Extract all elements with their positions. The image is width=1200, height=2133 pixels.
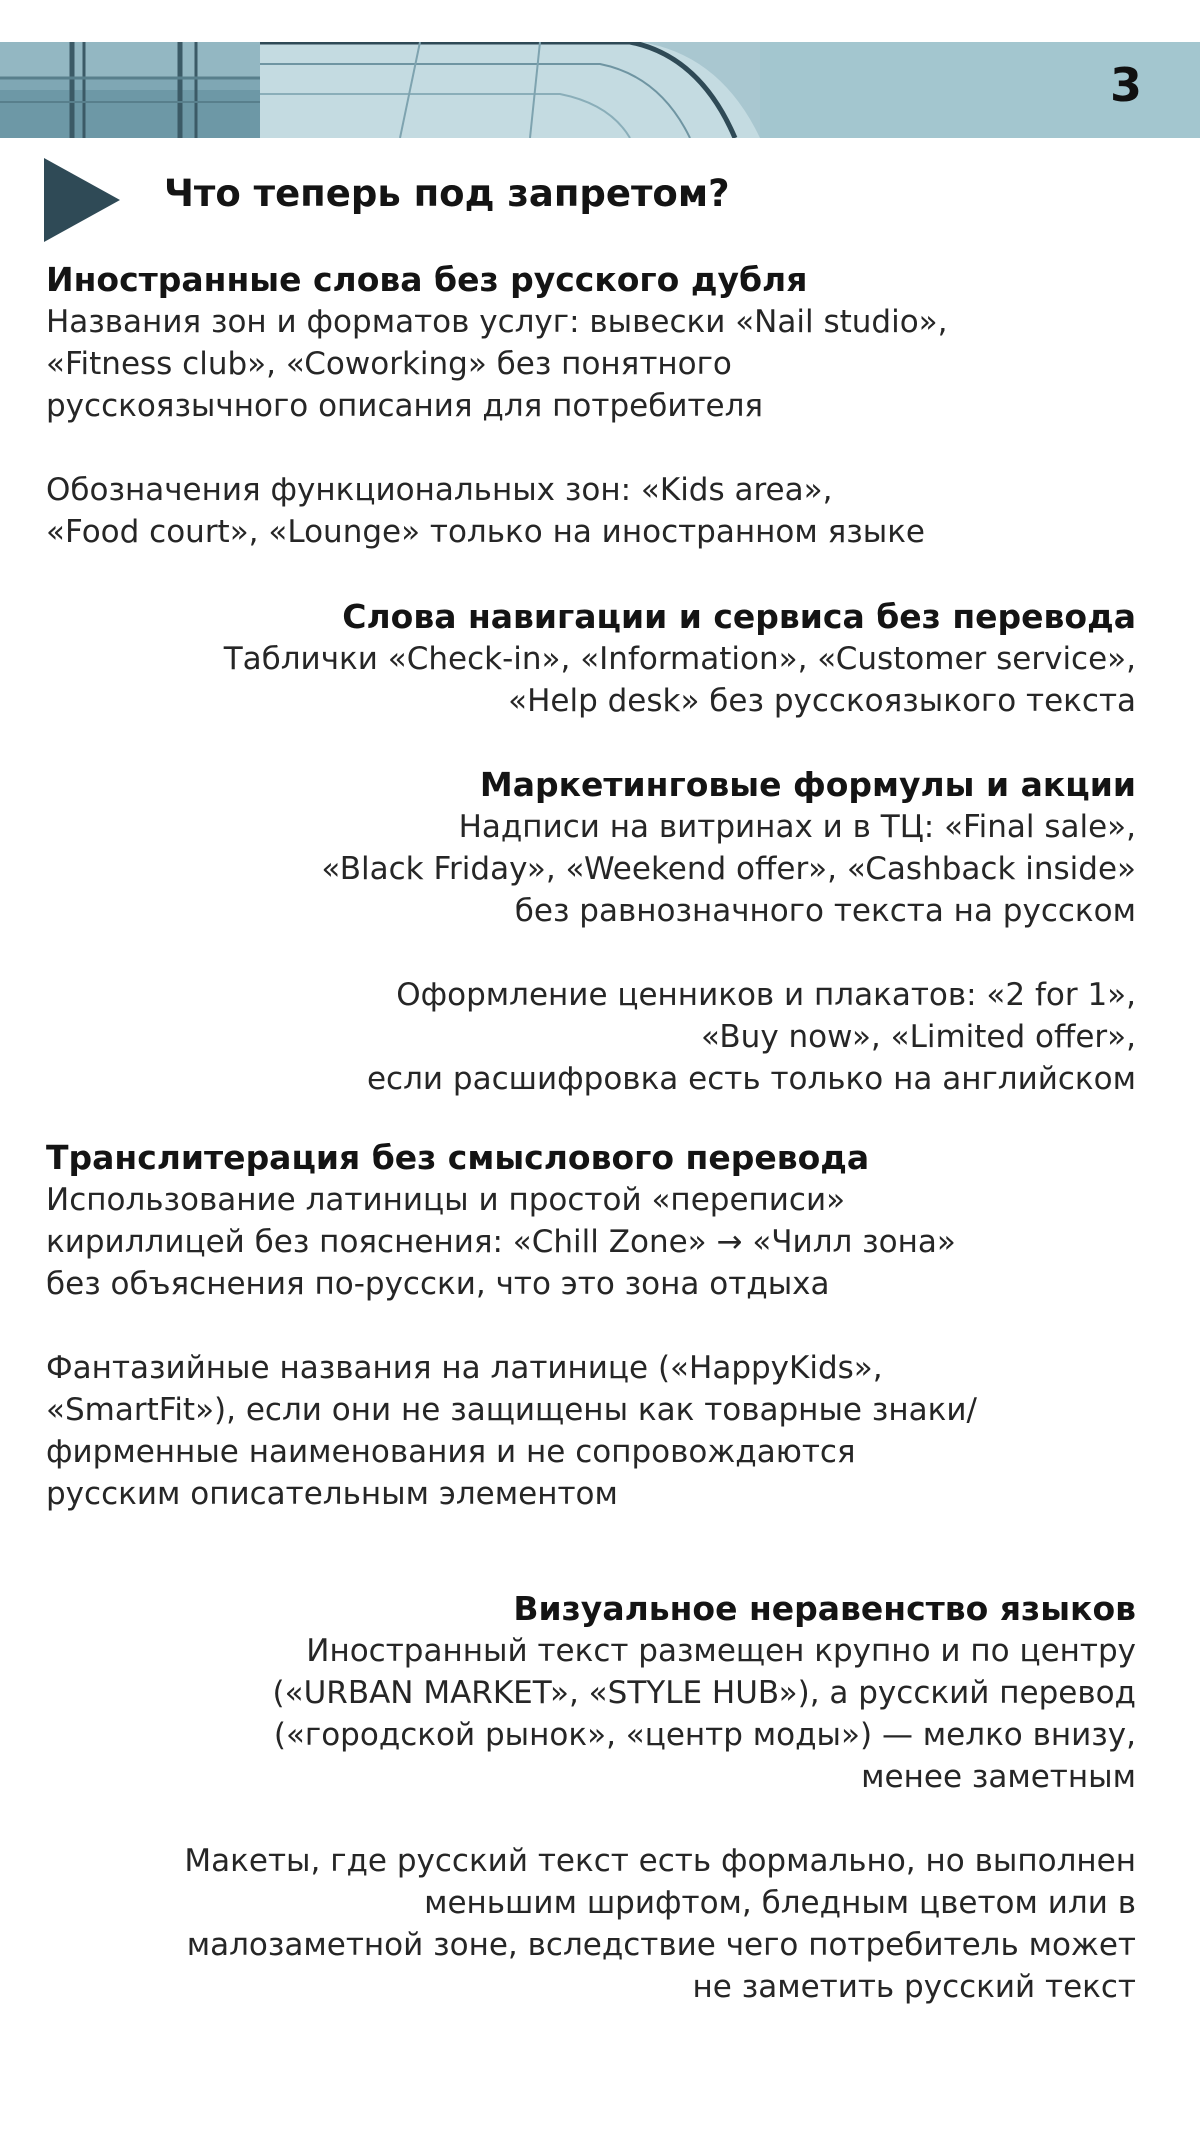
building-photo bbox=[0, 42, 1200, 138]
text-line: «Black Friday», «Weekend offer», «Cashback inside» bbox=[321, 851, 1136, 887]
text-line: «Food court», «Lounge» только на иностранном языке bbox=[46, 514, 925, 550]
text-line: если расшифровка есть только на английском bbox=[366, 1061, 1136, 1097]
title-row bbox=[44, 158, 1144, 242]
text-line: малозаметной зоне, вследствие чего потребитель может bbox=[186, 1927, 1136, 1963]
page-number: 3 bbox=[1109, 58, 1142, 112]
paragraph bbox=[46, 806, 1136, 932]
section-navigation-words bbox=[46, 596, 1136, 722]
section-heading: Иностранные слова без русского дубля bbox=[46, 260, 808, 299]
page-title: Что теперь под запретом? bbox=[164, 172, 730, 215]
text-line: Использование латиницы и простой «переписи» bbox=[46, 1182, 846, 1218]
text-line: («URBAN MARKET», «STYLE HUB»), а русский перевод bbox=[272, 1675, 1136, 1711]
header-banner-photo bbox=[0, 42, 1200, 138]
text-line: («городской рынок», «центр моды») — мелко внизу, bbox=[273, 1717, 1136, 1753]
text-line: без объяснения по-русски, что это зона отдыха bbox=[46, 1266, 830, 1302]
section-heading: Визуальное неравенство языков bbox=[513, 1589, 1136, 1628]
text-line: «Fitness club», «Coworking» без понятного bbox=[46, 346, 732, 382]
text-line: Надписи на витринах и в ТЦ: «Final sale», bbox=[458, 809, 1136, 845]
section-visual-inequality bbox=[46, 1588, 1136, 2008]
text-line: без равнозначного текста на русском bbox=[514, 893, 1136, 929]
text-line: «Buy now», «Limited offer», bbox=[700, 1019, 1136, 1055]
section-foreign-words bbox=[46, 259, 1136, 553]
text-line: Названия зон и форматов услуг: вывески «Nail studio», bbox=[46, 304, 948, 340]
section-heading: Транслитерация без смыслового перевода bbox=[46, 1138, 870, 1177]
paragraph bbox=[46, 1630, 1136, 1798]
text-line: кириллицей без пояснения: «Chill Zone» → «Чилл зона» bbox=[46, 1224, 956, 1260]
text-line: Таблички «Check-in», «Information», «Customer service», bbox=[223, 641, 1136, 677]
section-heading: Слова навигации и сервиса без перевода bbox=[342, 597, 1136, 636]
text-line: Иностранный текст размещен крупно и по центру bbox=[306, 1633, 1136, 1669]
section-transliteration bbox=[46, 1137, 1136, 1515]
paragraph bbox=[46, 1840, 1136, 2008]
section-marketing bbox=[46, 764, 1136, 1100]
text-line: меньшим шрифтом, бледным цветом или в bbox=[424, 1885, 1136, 1921]
text-line: Фантазийные названия на латинице («HappyKids», bbox=[46, 1350, 883, 1386]
section-heading: Маркетинговые формулы и акции bbox=[479, 765, 1136, 804]
text-line: Оформление ценников и плакатов: «2 for 1», bbox=[396, 977, 1136, 1013]
paragraph bbox=[46, 1347, 1136, 1515]
paragraph bbox=[46, 638, 1136, 722]
paragraph bbox=[46, 974, 1136, 1100]
text-line: «SmartFit»), если они не защищены как товарные знаки/ bbox=[46, 1392, 977, 1428]
text-line: русским описательным элементом bbox=[46, 1476, 618, 1512]
text-line: «Help desk» без русскоязыкого текста bbox=[508, 683, 1136, 719]
text-line: русскоязычного описания для потребителя bbox=[46, 388, 764, 424]
play-triangle-icon bbox=[44, 158, 124, 242]
text-line: не заметить русский текст bbox=[692, 1969, 1136, 2005]
paragraph bbox=[46, 469, 1136, 553]
paragraph bbox=[46, 1179, 1136, 1305]
text-line: менее заметным bbox=[861, 1759, 1136, 1795]
text-line: фирменные наименования и не сопровождаются bbox=[46, 1434, 856, 1470]
text-line: Макеты, где русский текст есть формально, но выполнен bbox=[184, 1843, 1136, 1879]
text-line: Обозначения функциональных зон: «Kids area», bbox=[46, 472, 833, 508]
paragraph bbox=[46, 301, 1136, 427]
